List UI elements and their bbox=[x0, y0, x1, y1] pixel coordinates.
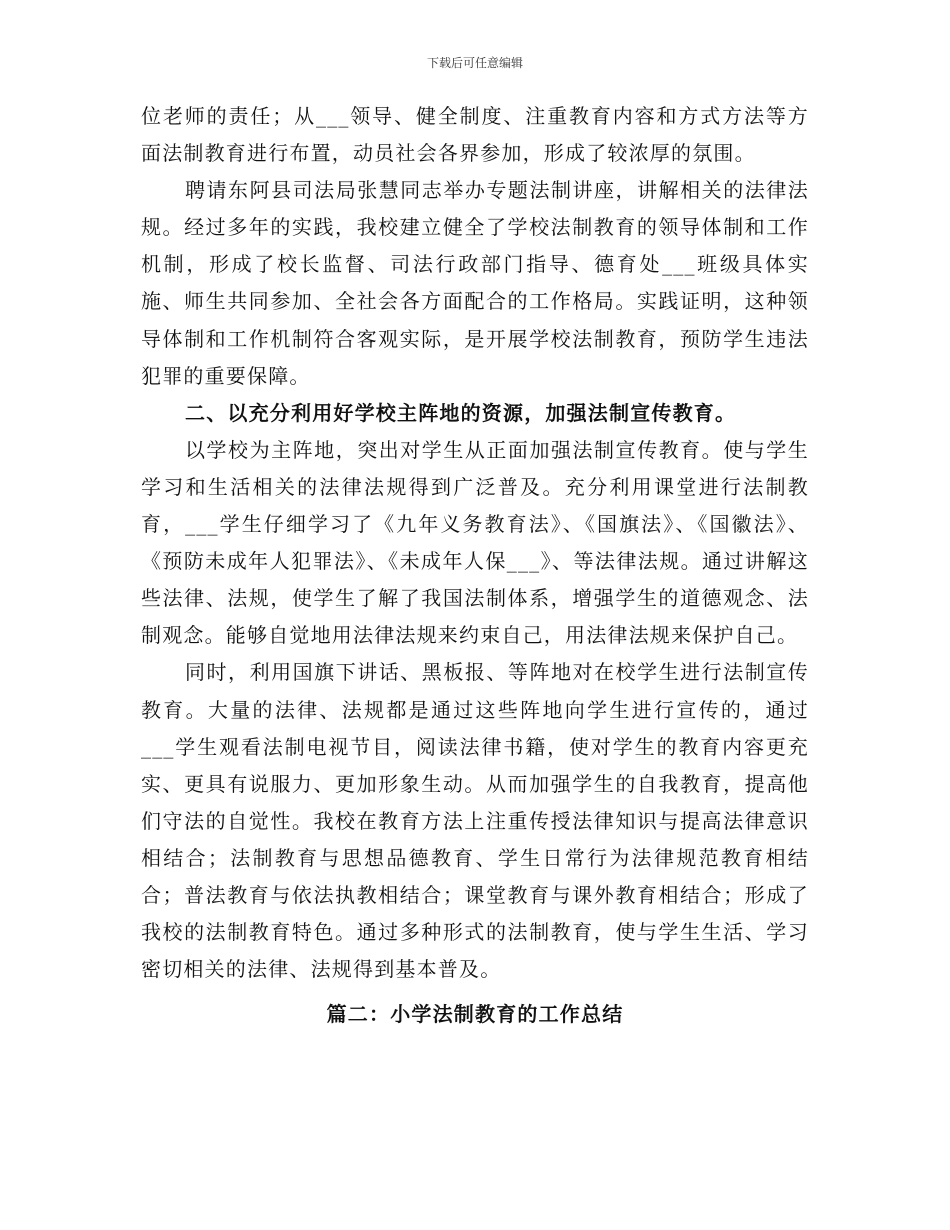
paragraph-lecture: 聘请东阿县司法局张慧同志举办专题法制讲座，讲解相关的法律法规。经过多年的实践，我校建立健全了学校法制教育的领导体制和工作机制，形成了校长监督、司法行政部门指导、德育处___班级具体实施、师生共同参加、全社会各方面配合的工作格局。实践证明，这种领导体制和工作机制符合客观实际，是开展学校法制教育，预防学生违法犯罪的重要保障。 bbox=[141, 178, 809, 388]
document-body bbox=[141, 98, 809, 1033]
next-article-title: 篇二：小学法制教育的工作总结 bbox=[326, 1002, 624, 1027]
section-heading: 二、以充分利用好学校主阵地的资源，加强法制宣传教育。 bbox=[185, 400, 737, 425]
paragraph-continuation: 位老师的责任；从___领导、健全制度、注重教育内容和方式方法等方面法制教育进行布置，动员社会各界参加，形成了较浓厚的氛围。 bbox=[141, 104, 809, 166]
paragraph-activities: 同时，利用国旗下讲话、黑板报、等阵地对在校学生进行法制宣传教育。大量的法律、法规都是通过这些阵地向学生进行宣传的，通过___学生观看法制电视节目，阅读法律书籍，使对学生的教育内容更充实、更具有说服力、更加形象生动。从而加强学生的自我教育，提高他们守法的自觉性。我校在教育方法上注重传授法律知识与提高法律意识相结合；法制教育与思想品德教育、学生日常行为法律规范教育相结合；普法教育与依法执教相结合；课堂教育与课外教育相结合；形成了我校的法制教育特色。通过多种形式的法制教育，使与学生生活、学习密切相关的法律、法规得到基本普及。 bbox=[141, 660, 809, 982]
page-header-note: 下载后可任意编辑 bbox=[426, 56, 523, 70]
paragraph-classroom: 以学校为主阵地，突出对学生从正面加强法制宣传教育。使与学生学习和生活相关的法律法规得到广泛普及。充分利用课堂进行法制教育，___学生仔细学习了《九年义务教育法》、《国旗法》、《国徽法》、《预防未成年人犯罪法》、《未成年人保___》、等法律法规。通过讲解这些法律、法规，使学生了解了我国法制体系，增强学生的道德观念、法制观念。能够自觉地用法律法规来约束自己，用法律法规来保护自己。 bbox=[141, 437, 809, 648]
